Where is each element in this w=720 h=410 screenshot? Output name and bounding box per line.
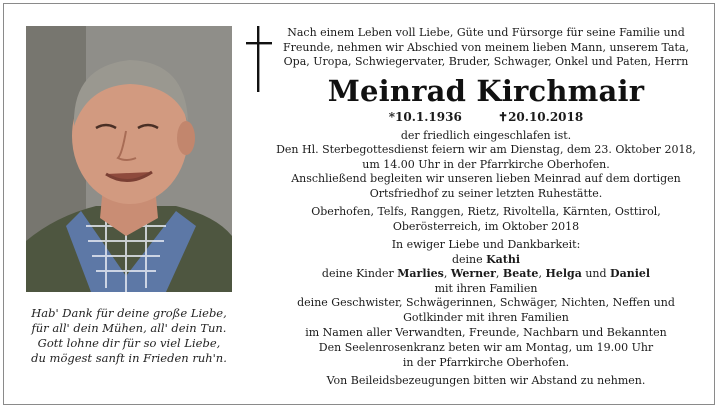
conjunction: und [585, 267, 607, 281]
godchildren-line: Gotlkinder mit ihren Familien [403, 310, 569, 324]
mourners-heading: In ewiger Liebe und Dankbarkeit: [391, 238, 581, 251]
intro-line: Nach einem Leben voll Liebe, Güte und Fürsorge für seine Familie und [287, 26, 685, 39]
wife-name: Kathi [486, 252, 521, 266]
places-line: Oberösterreich, im Oktober 2018 [392, 219, 580, 233]
portrait-photo [26, 26, 232, 292]
children-prefix: deine Kinder [321, 267, 394, 281]
child-name: Daniel [610, 267, 651, 281]
portrait-illustration [26, 26, 232, 292]
closing-text [268, 374, 704, 389]
intro-text [268, 26, 704, 70]
siblings-line: deine Geschwister, Schwägerinnen, Schwäger, Nichten, Neffen und [297, 296, 675, 310]
closing-line: Von Beileidsbezeugungen bitten wir Abstand zu nehmen. [326, 374, 646, 387]
intro-line: Freunde, nehmen wir Abschied von meinem lieben Mann, unserem Tata, [282, 40, 690, 54]
mourners-list [268, 238, 704, 340]
intro-line: Opa, Uropa, Schwiegervater, Bruder, Schwager, Onkel und Paten, Herrn [283, 55, 689, 69]
service-info [268, 143, 704, 201]
wife-prefix: deine [451, 252, 483, 266]
death-date: ✝20.10.2018 [498, 110, 584, 124]
families-line: mit ihren Familien [434, 281, 538, 295]
birth-date: *10.1.1936 [388, 110, 462, 124]
relatives-line: im Namen aller Verwandten, Freunde, Nachbarn und Bekannten [305, 325, 667, 339]
verse-line: für all' dein Mühen, all' dein Tun. [31, 321, 227, 335]
service-line: um 14.00 Uhr in der Pfarrkirche Oberhofen. [362, 157, 610, 171]
rosary-line: in der Pfarrkirche Oberhofen. [402, 355, 570, 369]
service-line: Ortsfriedhof zu seiner letzten Ruhestätte. [369, 186, 603, 200]
wife-line [268, 253, 704, 268]
passing-line: der friedlich eingeschlafen ist. [400, 129, 572, 142]
children-line: deine Kinder Marlies, Werner, Beate, Helga und Daniel [321, 267, 651, 281]
places-line: Oberhofen, Telfs, Ranggen, Rietz, Rivoltella, Kärnten, Osttirol, [311, 205, 661, 218]
memorial-verse [14, 306, 244, 366]
life-dates [268, 110, 704, 124]
child-name: Marlies [397, 267, 444, 281]
service-line: Den Hl. Sterbegottesdienst feiern wir am Dienstag, dem 23. Oktober 2018, [276, 143, 696, 156]
child-name: Werner [450, 267, 496, 281]
child-name: Beate [502, 267, 539, 281]
passing-text [268, 129, 704, 144]
verse-line: Gott lohne dir für so viel Liebe, [37, 336, 221, 350]
child-name: Helga [545, 267, 582, 281]
service-line: Anschließend begleiten wir unseren lieben Meinrad auf dem dortigen [291, 172, 681, 186]
places-text [268, 205, 704, 234]
verse-line: du mögest sanft in Frieden ruh'n. [31, 351, 227, 365]
rosary-info [268, 341, 704, 370]
deceased-name: Meinrad Kirchmair [327, 74, 645, 108]
verse-line: Hab' Dank für deine große Liebe, [31, 306, 227, 320]
rosary-line: Den Seelenrosenkranz beten wir am Montag, um 19.00 Uhr [318, 341, 654, 354]
